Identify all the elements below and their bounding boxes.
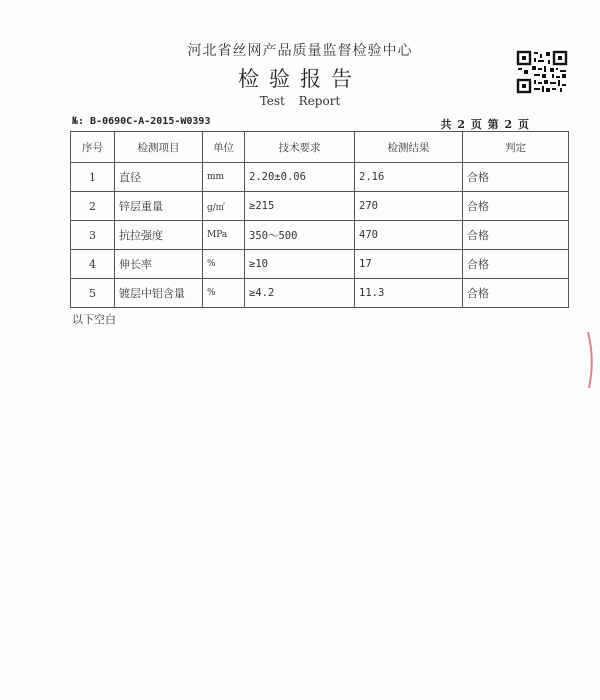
row-unit: % <box>203 279 245 308</box>
row-unit: mm <box>203 163 245 192</box>
stamp-edge-mark <box>586 330 596 390</box>
row-requirement: 2.20±0.06 <box>245 163 355 192</box>
row-unit: g/㎡ <box>203 192 245 221</box>
blank-below-note: 以下空白 <box>72 313 116 326</box>
results-table <box>70 131 569 308</box>
row-item: 抗拉强度 <box>115 221 203 250</box>
row-no: 3 <box>71 221 115 250</box>
row-no: 5 <box>71 279 115 308</box>
row-item: 锌层重量 <box>115 192 203 221</box>
table-row <box>71 163 569 192</box>
table-row <box>71 279 569 308</box>
table-header-row <box>71 132 569 163</box>
table-row <box>71 250 569 279</box>
row-verdict: 合格 <box>463 250 569 279</box>
header-requirement: 技术要求 <box>245 132 355 163</box>
row-verdict: 合格 <box>463 221 569 250</box>
report-number: №: B-0690C-A-2015-W0393 <box>72 116 211 127</box>
row-requirement: ≥10 <box>245 250 355 279</box>
table-row <box>71 192 569 221</box>
row-verdict: 合格 <box>463 163 569 192</box>
report-title-en: Test Report <box>259 94 341 108</box>
row-result: 11.3 <box>355 279 463 308</box>
page-count: 共 2 页 第 2 页 <box>440 118 530 131</box>
row-result: 470 <box>355 221 463 250</box>
header-no: 序号 <box>71 132 115 163</box>
row-requirement: ≥4.2 <box>245 279 355 308</box>
header-item: 检测项目 <box>115 132 203 163</box>
table-row <box>71 221 569 250</box>
row-item: 伸长率 <box>115 250 203 279</box>
row-result: 2.16 <box>355 163 463 192</box>
row-no: 1 <box>71 163 115 192</box>
report-title-cn: 检验报告 <box>238 67 362 91</box>
row-unit: % <box>203 250 245 279</box>
header-result: 检测结果 <box>355 132 463 163</box>
organization-name: 河北省丝网产品质量监督检验中心 <box>187 43 413 59</box>
header-unit: 单位 <box>203 132 245 163</box>
row-verdict: 合格 <box>463 192 569 221</box>
row-item: 镀层中铝含量 <box>115 279 203 308</box>
row-verdict: 合格 <box>463 279 569 308</box>
row-no: 2 <box>71 192 115 221</box>
header-verdict: 判定 <box>463 132 569 163</box>
row-requirement: 350～500 <box>245 221 355 250</box>
qr-code-icon <box>516 50 568 94</box>
row-requirement: ≥215 <box>245 192 355 221</box>
row-result: 17 <box>355 250 463 279</box>
row-unit: MPa <box>203 221 245 250</box>
row-item: 直径 <box>115 163 203 192</box>
row-no: 4 <box>71 250 115 279</box>
row-result: 270 <box>355 192 463 221</box>
